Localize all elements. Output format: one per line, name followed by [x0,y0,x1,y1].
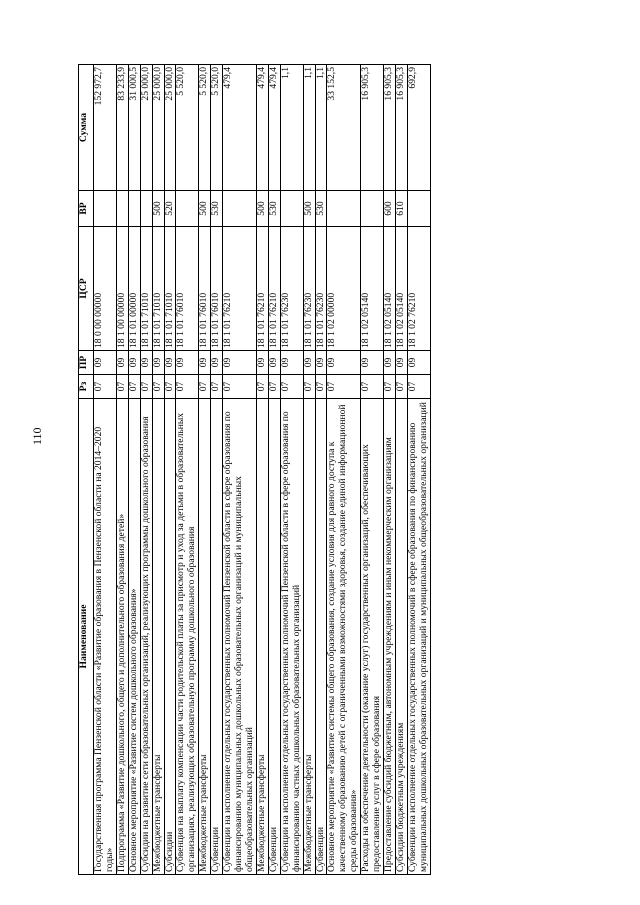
row-name-cell: Субвенции [315,399,327,875]
row-rz-cell: 07 [164,375,176,399]
row-rz-cell: 07 [280,375,303,399]
row-sum-cell: 1,1 [303,65,315,191]
header-rz: Рз [79,375,94,399]
row-vr-cell: 610 [395,191,407,227]
table-row [361,65,384,875]
row-pr-cell: 09 [164,351,176,375]
row-csr-cell: 18 1 02 05140 [361,227,384,351]
table-row [199,65,211,875]
row-csr-cell: 18 0 00 00000 [94,227,117,351]
row-csr-cell: 18 1 01 76210 [268,227,280,351]
row-name-cell: Субвенции на исполнение отдельных государственных полномочий Пензенской области в сфере образования по финансированию муниципальных дошкольных образовательных организаций и муниципальных общеобразовательных организаций [223,399,257,875]
table-row [315,65,327,875]
table-body [94,65,431,875]
table-row [327,65,361,875]
row-pr-cell: 09 [199,351,211,375]
row-sum-cell: 25 000,0 [152,65,164,191]
row-sum-cell: 5 520,0 [199,65,211,191]
row-sum-cell: 83 233,9 [116,65,128,191]
row-csr-cell: 18 1 01 76010 [176,227,199,351]
row-pr-cell: 09 [94,351,117,375]
row-rz-cell: 07 [256,375,268,399]
row-csr-cell: 18 1 02 76210 [407,227,430,351]
header-sum: Сумма [79,65,94,191]
row-sum-cell: 479,4 [268,65,280,191]
row-vr-cell [407,191,430,227]
row-sum-cell: 33 152,5 [327,65,361,191]
row-rz-cell: 07 [268,375,280,399]
row-pr-cell: 09 [152,351,164,375]
table-row [256,65,268,875]
row-name-cell: Субвенции [211,399,223,875]
row-sum-cell: 16 905,3 [384,65,396,191]
row-pr-cell: 09 [128,351,140,375]
row-pr-cell: 09 [384,351,396,375]
table-row [223,65,257,875]
row-vr-cell [327,191,361,227]
row-vr-cell: 530 [211,191,223,227]
row-name-cell: Государственная программа Пензенской области «Развитие образования в Пензенской области на 2014–2020 годы» [94,399,117,875]
row-csr-cell: 18 1 01 76010 [211,227,223,351]
row-name-cell: Субвенции на исполнение отдельных государственных полномочий в сфере образования по финансированию муниципальных дошкольных образовательных организаций и муниципальных общеобразовательных организаций [407,399,430,875]
row-rz-cell: 07 [152,375,164,399]
row-name-cell: Субсидии бюджетным учреждениям [395,399,407,875]
row-csr-cell: 18 1 01 76210 [223,227,257,351]
row-name-cell: Межбюджетные трансферты [152,399,164,875]
row-sum-cell: 25 000,0 [164,65,176,191]
row-name-cell: Основное мероприятие «Развитие системы общего образования, создание условия для равного доступа к качественному образованию детей с ограниченными возможностями здоровья, создание единой информационной среды образования» [327,399,361,875]
row-pr-cell: 09 [327,351,361,375]
row-sum-cell: 25 000,0 [140,65,152,191]
row-csr-cell: 18 1 00 00000 [116,227,128,351]
row-csr-cell: 18 1 02 05140 [395,227,407,351]
header-csr: ЦСР [79,227,94,351]
table-row [128,65,140,875]
row-vr-cell: 520 [164,191,176,227]
row-vr-cell [223,191,257,227]
row-csr-cell: 18 1 01 76230 [280,227,303,351]
table-row [280,65,303,875]
row-name-cell: Субсидии [164,399,176,875]
row-csr-cell: 18 1 01 76230 [303,227,315,351]
budget-table [78,64,431,875]
row-pr-cell: 09 [223,351,257,375]
row-rz-cell: 07 [176,375,199,399]
table-row [384,65,396,875]
row-name-cell: Подпрограмма «Развитие дошкольного, общего и дополнительного образования детей» [116,399,128,875]
table-row [94,65,117,875]
table-row [116,65,128,875]
page-number: 110 [30,427,44,445]
row-pr-cell: 09 [211,351,223,375]
row-sum-cell: 16 905,3 [395,65,407,191]
row-name-cell: Предоставление субсидий бюджетным, автономным учреждениям и иным некоммерческим организациям [384,399,396,875]
row-rz-cell: 07 [407,375,430,399]
row-csr-cell: 18 1 01 71010 [140,227,152,351]
table-row [152,65,164,875]
row-csr-cell: 18 1 01 71010 [152,227,164,351]
row-name-cell: Основное мероприятие «Развитие систем дошкольного образования» [128,399,140,875]
table-row [395,65,407,875]
row-rz-cell: 07 [223,375,257,399]
header-vr: ВР [79,191,94,227]
table-row [140,65,152,875]
row-name-cell: Субвенции [268,399,280,875]
row-name-cell: Субвенция на выплату компенсации части родительской платы за присмотр и уход за детьми в образовательных организациях, реализующих образовательную программу дошкольного образования [176,399,199,875]
row-vr-cell: 530 [315,191,327,227]
row-csr-cell: 18 1 01 76230 [315,227,327,351]
row-sum-cell: 479,4 [256,65,268,191]
row-pr-cell: 09 [361,351,384,375]
row-rz-cell: 07 [361,375,384,399]
row-vr-cell: 600 [384,191,396,227]
row-rz-cell: 07 [116,375,128,399]
row-pr-cell: 09 [407,351,430,375]
row-csr-cell: 18 1 02 00000 [327,227,361,351]
row-rz-cell: 07 [315,375,327,399]
row-vr-cell: 500 [256,191,268,227]
row-sum-cell: 1,1 [280,65,303,191]
row-sum-cell: 1,1 [315,65,327,191]
table-row [211,65,223,875]
row-rz-cell: 07 [94,375,117,399]
row-csr-cell: 18 1 01 76210 [256,227,268,351]
row-name-cell: Расходы на обеспечение деятельности (оказание услуг) государственных организаций, обеспечивающих предоставление услуг в сфере образования [361,399,384,875]
row-vr-cell [361,191,384,227]
row-name-cell: Субсидии на развитие сети образовательных организаций, реализующих программы дошкольного образования [140,399,152,875]
table-row [164,65,176,875]
row-vr-cell [176,191,199,227]
row-pr-cell: 09 [268,351,280,375]
row-rz-cell: 07 [327,375,361,399]
row-pr-cell: 09 [315,351,327,375]
header-name: Наименование [79,399,94,875]
row-sum-cell: 152 972,7 [94,65,117,191]
row-vr-cell: 500 [199,191,211,227]
row-vr-cell [280,191,303,227]
row-rz-cell: 07 [211,375,223,399]
row-name-cell: Межбюджетные трансферты [303,399,315,875]
row-rz-cell: 07 [303,375,315,399]
table-row [176,65,199,875]
row-sum-cell: 16 905,3 [361,65,384,191]
row-name-cell: Субвенции на исполнение отдельных государственных полномочий Пензенской области в сфере образования по финансированию частных дошкольных образовательных организаций [280,399,303,875]
row-sum-cell: 479,4 [223,65,257,191]
table-row [303,65,315,875]
row-csr-cell: 18 1 01 00000 [128,227,140,351]
table-header-row [79,65,94,875]
row-pr-cell: 09 [176,351,199,375]
row-vr-cell: 500 [152,191,164,227]
row-vr-cell [116,191,128,227]
row-vr-cell [94,191,117,227]
row-vr-cell [140,191,152,227]
table-row [407,65,430,875]
row-csr-cell: 18 1 01 71010 [164,227,176,351]
row-sum-cell: 31 000,5 [128,65,140,191]
row-sum-cell: 5 520,0 [176,65,199,191]
row-pr-cell: 09 [303,351,315,375]
table-row [268,65,280,875]
row-vr-cell [128,191,140,227]
row-vr-cell: 500 [303,191,315,227]
row-csr-cell: 18 1 01 76010 [199,227,211,351]
row-pr-cell: 09 [395,351,407,375]
header-pr: ПР [79,351,94,375]
row-sum-cell: 5 520,0 [211,65,223,191]
row-csr-cell: 18 1 02 05140 [384,227,396,351]
row-rz-cell: 07 [128,375,140,399]
row-vr-cell: 530 [268,191,280,227]
row-pr-cell: 09 [140,351,152,375]
row-pr-cell: 09 [116,351,128,375]
row-name-cell: Межбюджетные трансферты [256,399,268,875]
row-sum-cell: 692,9 [407,65,430,191]
row-pr-cell: 09 [256,351,268,375]
row-rz-cell: 07 [384,375,396,399]
row-name-cell: Межбюджетные трансферты [199,399,211,875]
row-rz-cell: 07 [395,375,407,399]
row-pr-cell: 09 [280,351,303,375]
row-rz-cell: 07 [199,375,211,399]
rotated-page-content [78,65,598,875]
row-rz-cell: 07 [140,375,152,399]
